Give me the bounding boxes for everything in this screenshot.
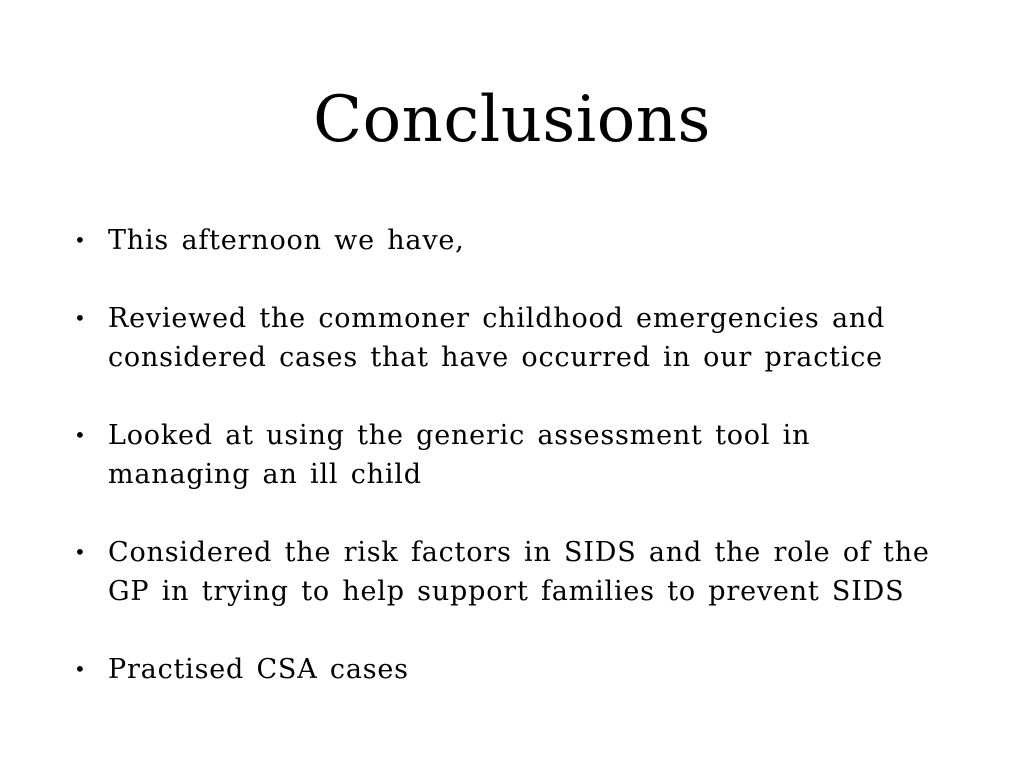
bullet-item xyxy=(70,221,970,260)
bullet-text-line: Practised CSA cases xyxy=(108,654,409,685)
bullet-text-line: Considered the risk factors in SIDS and the role of the xyxy=(108,537,930,568)
bullet-dot-icon: • xyxy=(74,228,87,252)
bullet-dot-icon: • xyxy=(74,657,87,681)
bullet-text-line: managing an ill child xyxy=(108,459,422,490)
bullet-item xyxy=(70,650,970,689)
bullet-item xyxy=(70,533,970,611)
bullet-text-line: considered cases that have occurred in our practice xyxy=(108,342,883,373)
bullet-item xyxy=(70,416,970,494)
bullet-text-line: This afternoon we have, xyxy=(108,225,465,256)
slide-title: Conclusions xyxy=(313,83,711,157)
bullet-dot-icon: • xyxy=(74,423,87,447)
bullet-text-line: Reviewed the commoner childhood emergencies and xyxy=(108,303,886,334)
bullet-list xyxy=(70,221,970,728)
bullet-text-line: Looked at using the generic assessment tool in xyxy=(108,420,811,451)
bullet-text-line: GP in trying to help support families to prevent SIDS xyxy=(108,576,905,607)
bullet-dot-icon: • xyxy=(74,306,87,330)
bullet-item xyxy=(70,299,970,377)
bullet-dot-icon: • xyxy=(74,540,87,564)
